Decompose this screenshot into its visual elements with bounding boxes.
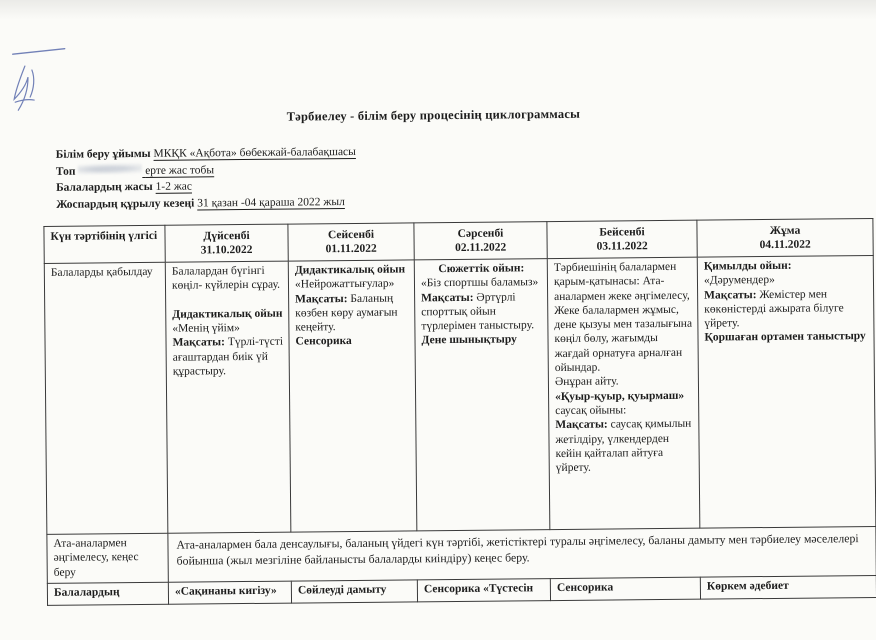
- page-title: Тәрбиелеу - білім беру процесінің циклограммасы: [286, 106, 581, 124]
- meta-value: ерте жас тобы: [145, 163, 215, 177]
- row-label-reception: Балаларды қабылдау: [44, 262, 168, 534]
- meta-value: МКҚК «Ақбота» бөбекжай-балабақшасы: [153, 145, 356, 160]
- cell-activity-thursday: Сенсорика: [550, 577, 700, 600]
- cell-parent-talks-text: Ата-аналармен бала денсаулығы, баланың үйдегі күн тәртібі, жетістіктері туралы әңгімелесу, баланы дамыту мен тәрбиелеу мәселелері бойынша (жыл мезгіліне байланысты балаларды киіндіру) кеңес беру.: [168, 526, 876, 582]
- meta-label: Балалардың жасы: [55, 180, 153, 194]
- meta-label: Жоспардың құрылу кезеңі: [56, 197, 195, 211]
- document-meta: [56, 144, 357, 213]
- cell-activity-tuesday: Сөйлеуді дамыту: [291, 580, 417, 603]
- cell-friday: Қимылды ойын: «Дәрумендер» Мақсаты: Жемістер мен көкөністерді ажырата білуге үйрету. Қоршаған ортамен таныстыру: [697, 255, 876, 528]
- header-cell-wednesday: [414, 222, 547, 260]
- day-name: Дүйсенбі: [203, 229, 250, 243]
- header-cell-thursday: [547, 220, 697, 258]
- meta-label: Білім беру ұйымы: [55, 147, 151, 161]
- day-date: 01.11.2022: [325, 242, 377, 256]
- cell-activity-monday: «Сақинаны кигізу»: [168, 581, 291, 604]
- day-name: Сейсенбі: [327, 228, 375, 241]
- day-name: Сәрсенбі: [457, 227, 504, 240]
- cell-monday: Балалардан бүгінгі көңіл- күйлерін сұрау. Дидактикалық ойын «Менің үйім» Мақсаты: Түрлі-түсті ағаштардан биік үй құрастыру.: [165, 261, 291, 533]
- day-date: 31.10.2022: [200, 243, 253, 257]
- meta-label: Топ: [55, 165, 76, 178]
- header-cell-regime: Күн тәртібінің үлгісі: [44, 225, 165, 263]
- row-label-children: Балалардың: [47, 582, 168, 605]
- cell-wednesday: Сюжеттік ойын: «Біз спортшы баламыз» Мақсаты: Әртүрлі спорттық ойын түрлерімен таныстыру. Дене шынықтыру: [414, 259, 550, 531]
- day-date: 03.11.2022: [596, 240, 648, 253]
- day-name: Жұма: [769, 224, 801, 237]
- header-cell-tuesday: [288, 223, 414, 261]
- header-cell-friday: [697, 218, 873, 257]
- cell-thursday: Тәрбиешінің балалармен қарым-қатынасы: Ата-аналармен жеке әңгімелесу, Жеке балалармен жұмыс, дене қызуы мен тазалығына көңіл бөлу, жағымды жағдай орнатуға арналған ойындар. Әнұран айту. «Қуыр-қуыр, қуырмаш» саусақ ойыны: Мақсаты: саусақ қимылын жетілдіру, үлкендерден кейін қайталап айтуға үйрету.: [547, 257, 700, 529]
- day-name: Бейсенбі: [599, 225, 645, 239]
- cyclogram-table: [43, 218, 876, 606]
- meta-value: 31 қазан -04 қараша 2022 жыл: [197, 195, 345, 209]
- erased-group-name: [78, 162, 142, 174]
- meta-line-period: [56, 193, 356, 212]
- row-label-parent-talks: Ата-аналармен әңгімелесу, кеңес беру: [47, 533, 168, 583]
- cell-activity-wednesday: Сенсорика «Түстесін: [417, 579, 550, 602]
- row-parent-talks: [47, 526, 876, 583]
- handwritten-signature: [1, 36, 74, 121]
- meta-line-organization: [56, 144, 356, 163]
- row-reception: [44, 255, 876, 534]
- cell-activity-friday: Көркем әдебиет: [700, 575, 876, 599]
- day-date: 02.11.2022: [455, 241, 507, 254]
- header-cell-monday: [165, 224, 288, 262]
- day-date: 04.11.2022: [759, 238, 811, 252]
- meta-value: 1-2 жас: [155, 180, 193, 193]
- cell-tuesday: Дидактикалық ойын «Нейрожаттығулар» Мақсаты: Баланың көзбен көру аумағын кеңейту. Сенсорика: [288, 260, 417, 532]
